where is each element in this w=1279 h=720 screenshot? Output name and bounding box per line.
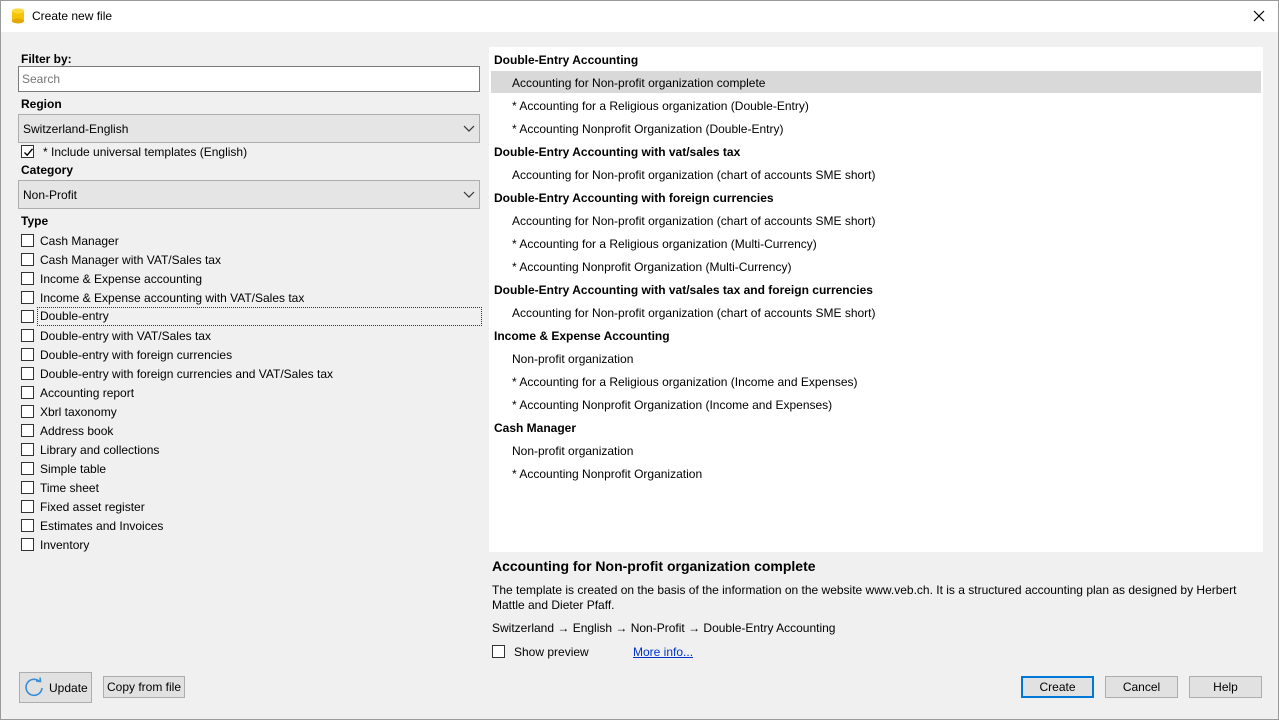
type-option-label: Double-entry with VAT/Sales tax [40, 329, 211, 343]
template-item[interactable]: * Accounting Nonprofit Organization (Income and Expenses) [512, 398, 833, 412]
template-group-header: Double-Entry Accounting with vat/sales tax and foreign currencies [494, 283, 873, 297]
type-checkbox[interactable] [21, 272, 34, 285]
type-option-label: Income & Expense accounting with VAT/Sales tax [40, 291, 305, 305]
type-option-double-entry-vat[interactable] [21, 327, 481, 345]
type-checkbox[interactable] [21, 253, 34, 266]
type-checkbox[interactable] [21, 500, 34, 513]
type-checkbox[interactable] [21, 310, 34, 323]
update-button-label: Update [49, 681, 88, 695]
template-item[interactable]: * Accounting for a Religious organization (Income and Expenses) [512, 375, 858, 389]
type-option-label: Simple table [40, 462, 107, 476]
search-input[interactable] [18, 66, 480, 92]
type-option-fixed-asset[interactable] [21, 498, 481, 516]
template-list[interactable] [489, 47, 1263, 552]
type-option-double-entry[interactable] [21, 308, 481, 326]
title-bar [1, 1, 1278, 32]
more-info-link[interactable]: More info... [633, 645, 694, 659]
chevron-down-icon [463, 189, 475, 201]
type-checkbox[interactable] [21, 234, 34, 247]
type-option-income-expense-vat[interactable] [21, 289, 481, 307]
chevron-down-icon [463, 123, 475, 135]
create-button[interactable]: Create [1021, 676, 1094, 698]
region-select[interactable] [18, 114, 480, 143]
universal-templates-checkbox[interactable] [21, 145, 34, 158]
type-option-estimates-invoices[interactable] [21, 517, 481, 535]
template-item[interactable]: Accounting for Non-profit organization (chart of accounts SME short) [512, 306, 876, 320]
type-option-label: Library and collections [40, 443, 160, 457]
category-label: Category [21, 163, 74, 177]
type-option-xbrl[interactable] [21, 403, 481, 421]
type-option-accounting-report[interactable] [21, 384, 481, 402]
type-label: Type [21, 214, 49, 228]
type-option-cash-manager[interactable] [21, 232, 481, 250]
type-option-label: Address book [40, 424, 114, 438]
template-item[interactable]: Accounting for Non-profit organization complete [489, 71, 1261, 94]
type-option-label: Income & Expense accounting [40, 272, 203, 286]
type-option-library[interactable] [21, 441, 481, 459]
close-icon[interactable] [1248, 5, 1270, 27]
category-value: Non-Profit [23, 188, 78, 202]
type-option-double-entry-foreign[interactable] [21, 346, 481, 364]
type-option-label: Time sheet [40, 481, 99, 495]
type-checkbox[interactable] [21, 386, 34, 399]
type-option-label: Double-entry [39, 309, 480, 324]
template-item[interactable]: * Accounting for a Religious organization (Multi-Currency) [512, 237, 817, 251]
type-checkbox[interactable] [21, 443, 34, 456]
type-checkbox[interactable] [21, 367, 34, 380]
type-checkbox[interactable] [21, 519, 34, 532]
checkmark-icon [23, 147, 34, 158]
type-option-label: Cash Manager [40, 234, 119, 248]
type-option-label: Fixed asset register [40, 500, 145, 514]
type-option-double-entry-foreign-vat[interactable] [21, 365, 481, 383]
type-checkbox[interactable] [21, 348, 34, 361]
type-option-address-book[interactable] [21, 422, 481, 440]
type-checkbox[interactable] [21, 291, 34, 304]
type-option-label: Accounting report [40, 386, 135, 400]
app-logo-icon [11, 8, 25, 24]
window-title: Create new file [32, 9, 113, 23]
template-detail-description: The template is created on the basis of the information on the website www.veb.ch. It is a structured accounting plan as designed by Herbert Mattle and Dieter Pfaff. [492, 583, 1237, 612]
template-item[interactable]: Non-profit organization [512, 444, 634, 458]
refresh-icon [23, 676, 45, 698]
type-option-income-expense[interactable] [21, 270, 481, 288]
type-option-label: Xbrl taxonomy [40, 405, 117, 419]
type-option-label: Estimates and Invoices [40, 519, 164, 533]
filter-label: Filter by: [21, 52, 72, 66]
template-group-header: Double-Entry Accounting with vat/sales tax [494, 145, 741, 159]
template-group-header: Income & Expense Accounting [494, 329, 670, 343]
type-checkbox[interactable] [21, 405, 34, 418]
type-checkbox[interactable] [21, 481, 34, 494]
type-option-label: Inventory [40, 538, 90, 552]
type-checkbox[interactable] [21, 424, 34, 437]
help-button[interactable]: Help [1189, 676, 1262, 698]
type-option-label: Double-entry with foreign currencies [40, 348, 233, 362]
template-group-header: Double-Entry Accounting with foreign currencies [494, 191, 774, 205]
type-option-label: Double-entry with foreign currencies and VAT/Sales tax [40, 367, 334, 381]
update-button[interactable] [19, 672, 92, 703]
template-item[interactable]: Accounting for Non-profit organization (chart of accounts SME short) [512, 168, 876, 182]
type-checkbox[interactable] [21, 462, 34, 475]
template-detail-title: Accounting for Non-profit organization complete [492, 558, 816, 574]
template-item[interactable]: * Accounting Nonprofit Organization (Double-Entry) [512, 122, 784, 136]
region-value: Switzerland-English [23, 122, 129, 136]
universal-templates-option[interactable] [21, 145, 481, 161]
region-label: Region [21, 97, 62, 111]
type-option-time-sheet[interactable] [21, 479, 481, 497]
type-option-cash-manager-vat[interactable] [21, 251, 481, 269]
type-checkbox[interactable] [21, 538, 34, 551]
type-option-inventory[interactable] [21, 536, 481, 554]
type-option-simple-table[interactable] [21, 460, 481, 478]
cancel-button[interactable]: Cancel [1105, 676, 1178, 698]
template-item[interactable]: Non-profit organization [512, 352, 634, 366]
template-item[interactable]: * Accounting Nonprofit Organization [512, 467, 703, 481]
template-group-header: Double-Entry Accounting [494, 53, 639, 67]
copy-from-file-button[interactable]: Copy from file [103, 676, 185, 698]
show-preview-label: Show preview [514, 645, 589, 659]
category-select[interactable] [18, 180, 480, 209]
show-preview-checkbox[interactable] [492, 645, 505, 658]
type-checkbox[interactable] [21, 329, 34, 342]
type-option-label: Cash Manager with VAT/Sales tax [40, 253, 221, 267]
template-item[interactable]: * Accounting for a Religious organization (Double-Entry) [512, 99, 809, 113]
universal-templates-label: * Include universal templates (English) [43, 145, 248, 159]
template-detail-path: Switzerland → English → Non-Profit → Double-Entry Accounting [492, 621, 836, 635]
template-item[interactable]: * Accounting Nonprofit Organization (Multi-Currency) [512, 260, 792, 274]
template-item[interactable]: Accounting for Non-profit organization (chart of accounts SME short) [512, 214, 876, 228]
template-group-header: Cash Manager [494, 421, 577, 435]
